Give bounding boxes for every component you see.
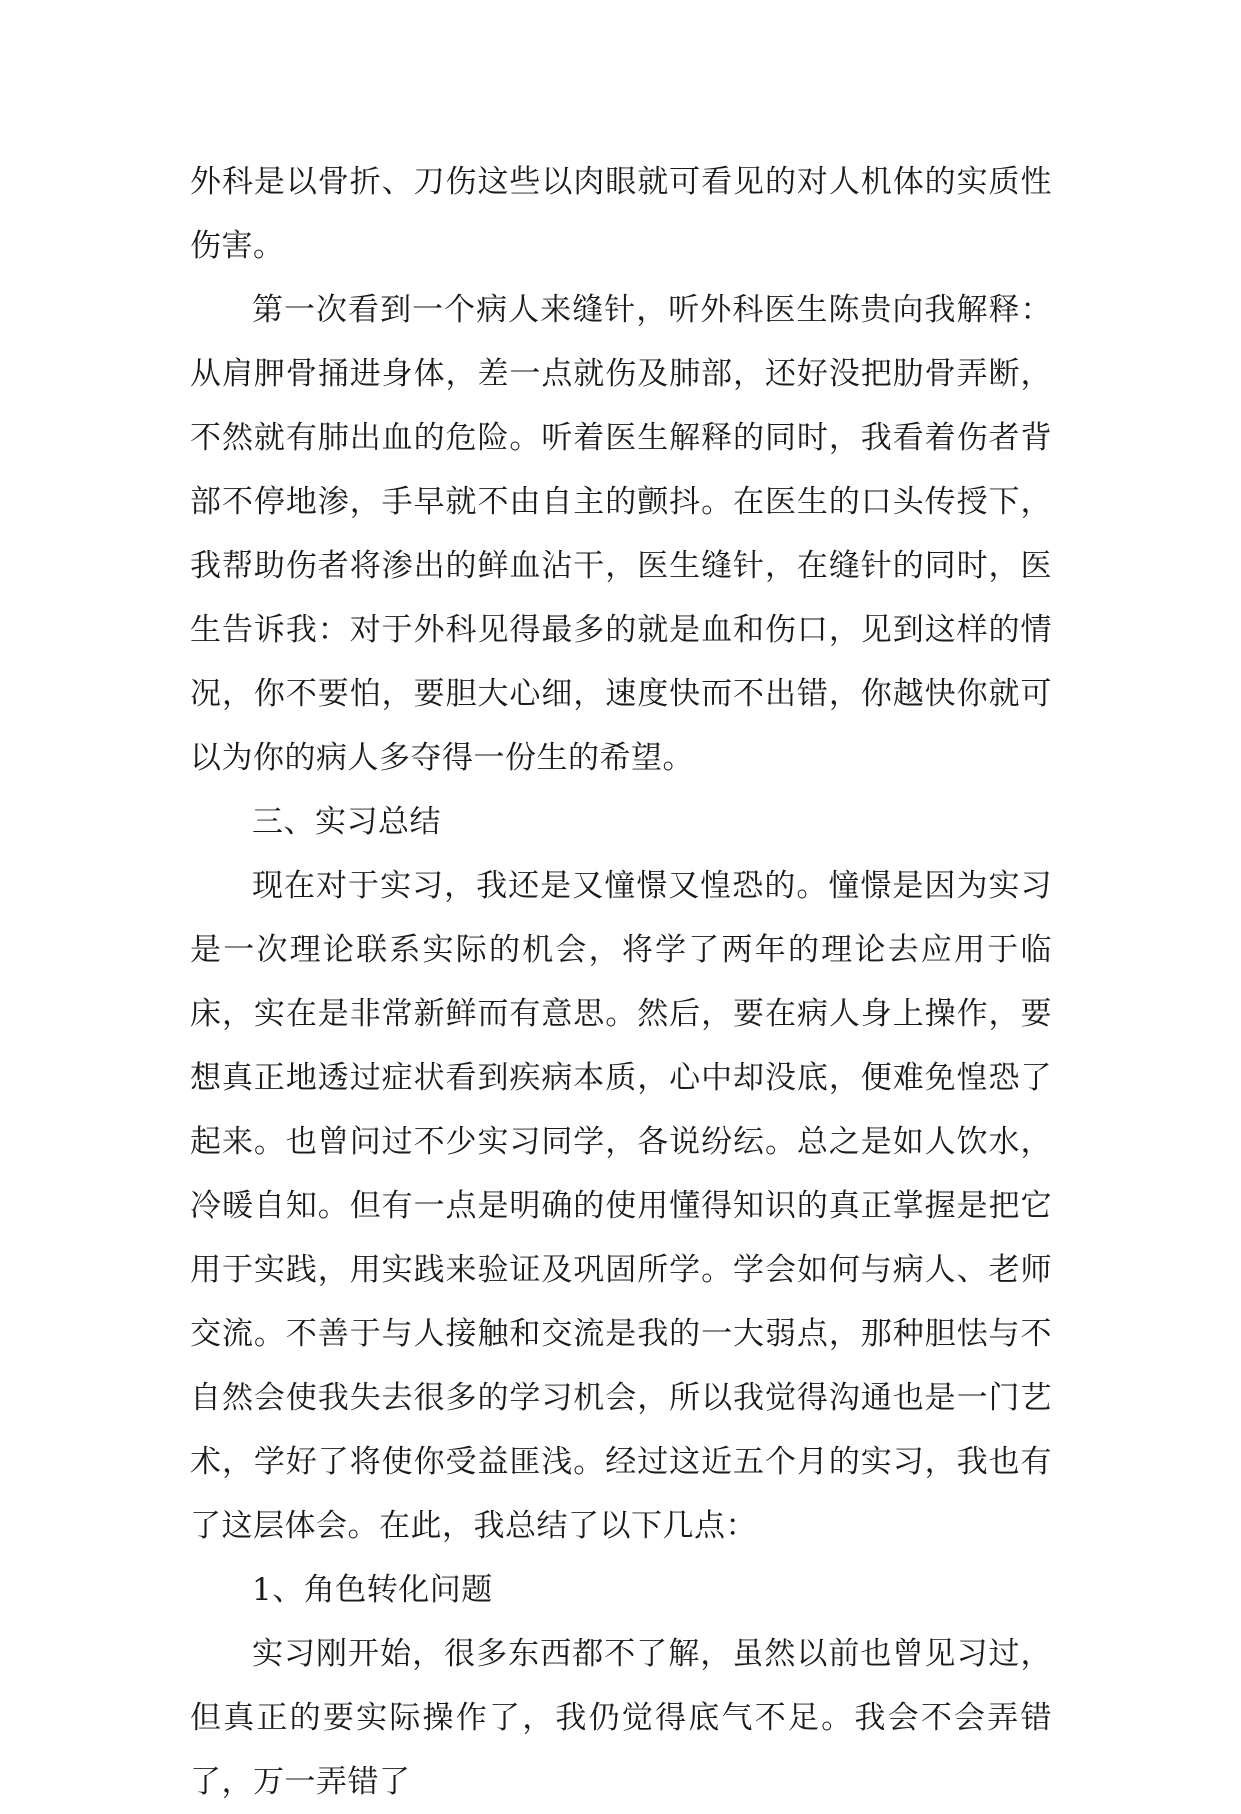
paragraph-internship-reflection: 现在对于实习，我还是又憧憬又惶恐的。憧憬是因为实习是一次理论联系实际的机会，将学了两年的理论去应用于临床，实在是非常新鲜而有意思。然后，要在病人身上操作，要想真正地透过症状看到疾病本质，心中却没底，便难免惶恐了起来。也曾问过不少实习同学，各说纷纭。总之是如人饮水，冷暖自知。但有一点是明确的使用懂得知识的真正掌握是把它用于实践，用实践来验证及巩固所学。学会如何与病人、老师交流。不善于与人接触和交流是我的一大弱点，那种胆怯与不自然会使我失去很多的学习机会，所以我觉得沟通也是一门艺术，学好了将使你受益匪浅。经过这近五个月的实习，我也有了这层体会。在此，我总结了以下几点：	[190, 868, 1052, 1544]
document-body	[190, 150, 1052, 1814]
paragraph-wound-suturing: 第一次看到一个病人来缝针，听外科医生陈贵向我解释：从肩胛骨捅进身体，差一点就伤及肺部，还好没把肋骨弄断，不然就有肺出血的危险。听着医生解释的同时，我看着伤者背部不停地渗，手早就不由自主的颤抖。在医生的口头传授下，我帮助伤者将渗出的鲜血沾干，医生缝针，在缝针的同时，医生告诉我：对于外科见得最多的就是血和伤口，见到这样的情况，你不要怕，要胆大心细，速度快而不出错，你越快你就可以为你的病人多夺得一份生的希望。	[190, 292, 1052, 776]
section-heading-internship-summary: 三、实习总结	[252, 804, 441, 840]
subheading-role-transition: 1、角色转化问题	[252, 1572, 493, 1608]
paragraph-continuation: 外科是以骨折、刀伤这些以肉眼就可看见的对人机体的实质性伤害。	[190, 164, 1052, 264]
paragraph-role-transition: 实习刚开始，很多东西都不了解，虽然以前也曾见习过，但真正的要实际操作了，我仍觉得底气不足。我会不会弄错了，万一弄错了	[190, 1636, 1052, 1800]
